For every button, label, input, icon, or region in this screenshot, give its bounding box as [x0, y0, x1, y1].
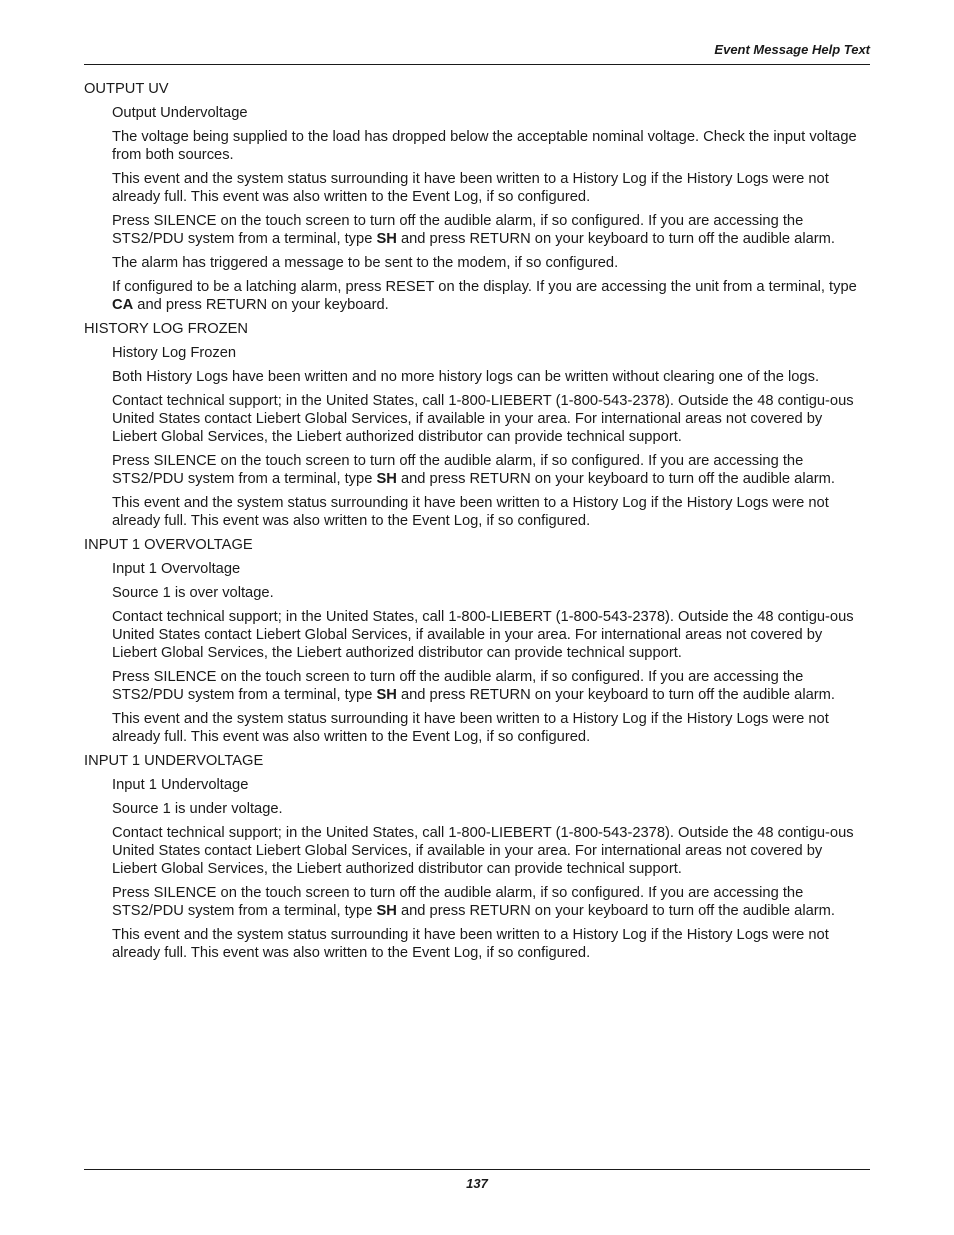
event-paragraph — [112, 128, 870, 164]
event-paragraph — [112, 254, 870, 272]
paragraph-text: Output Undervoltage — [112, 105, 248, 121]
paragraph-text: Both History Logs have been written and no more history logs can be written without clearing one of the logs. — [112, 369, 820, 385]
document-body — [84, 80, 870, 968]
paragraph-text: Source 1 is over voltage. — [112, 585, 274, 601]
paragraph-text: Contact technical support; in the United States, call 1-800-LIEBERT (1-800-543-2378). Outside the 48 contigu-ous United States contact Liebert Global Services, if available in your area. For international areas not covered by Liebert Global Services, the Liebert authorized distributor can provide technical support. — [112, 825, 854, 877]
paragraph-text: This event and the system status surrounding it have been written to a History Log if the History Logs were not already full. This event was also written to the Event Log, if so configured. — [112, 711, 829, 745]
event-paragraph — [112, 452, 870, 488]
paragraph-text: Press SILENCE on the touch screen to turn off the audible alarm, if so configured. If you are accessing the STS2/PDU system from a terminal, type — [112, 885, 804, 919]
event-title: INPUT 1 UNDERVOLTAGE — [84, 753, 264, 769]
paragraph-text: Input 1 Undervoltage — [112, 777, 249, 793]
paragraph-text: This event and the system status surrounding it have been written to a History Log if the History Logs were not already full. This event was also written to the Event Log, if so configured. — [112, 171, 829, 205]
paragraph-text: and press RETURN on your keyboard to turn off the audible alarm. — [396, 687, 835, 703]
paragraph-text: Contact technical support; in the United States, call 1-800-LIEBERT (1-800-543-2378). Outside the 48 contigu-ous United States contact Liebert Global Services, if available in your area. For international areas not covered by Liebert Global Services, the Liebert authorized distributor can provide technical support. — [112, 393, 854, 445]
event-title: INPUT 1 OVERVOLTAGE — [84, 537, 253, 553]
event-paragraph — [112, 170, 870, 206]
command-keyword: SH — [376, 903, 397, 919]
command-keyword: SH — [376, 687, 397, 703]
command-keyword: CA — [112, 297, 134, 313]
event-title: OUTPUT UV — [84, 81, 169, 97]
paragraph-text: The alarm has triggered a message to be sent to the modem, if so configured. — [112, 255, 619, 271]
paragraph-text: Press SILENCE on the touch screen to turn off the audible alarm, if so configured. If you are accessing the STS2/PDU system from a terminal, type — [112, 453, 804, 487]
event-paragraph — [112, 710, 870, 746]
event-paragraph — [112, 668, 870, 704]
event-paragraph — [112, 884, 870, 920]
paragraph-text: Press SILENCE on the touch screen to turn off the audible alarm, if so configured. If you are accessing the STS2/PDU system from a terminal, type — [112, 669, 804, 703]
paragraph-text: This event and the system status surrounding it have been written to a History Log if the History Logs were not already full. This event was also written to the Event Log, if so configured. — [112, 927, 829, 961]
paragraph-text: Input 1 Overvoltage — [112, 561, 241, 577]
event-paragraph — [112, 494, 870, 530]
paragraph-text: History Log Frozen — [112, 345, 237, 361]
paragraph-text: and press RETURN on your keyboard to turn off the audible alarm. — [396, 231, 835, 247]
paragraph-text: and press RETURN on your keyboard. — [133, 297, 389, 313]
event-paragraph — [112, 368, 870, 386]
event-paragraph — [112, 392, 870, 446]
paragraph-text: If configured to be a latching alarm, press RESET on the display. If you are accessing the unit from a terminal, type — [112, 279, 857, 295]
event-paragraph — [112, 824, 870, 878]
event-paragraph — [112, 104, 870, 122]
event-paragraph — [112, 278, 870, 314]
paragraph-text: and press RETURN on your keyboard to turn off the audible alarm. — [396, 903, 835, 919]
paragraph-text: Press SILENCE on the touch screen to turn off the audible alarm, if so configured. If you are accessing the STS2/PDU system from a terminal, type — [112, 213, 804, 247]
paragraph-text: Source 1 is under voltage. — [112, 801, 283, 817]
paragraph-text: The voltage being supplied to the load has dropped below the acceptable nominal voltage. Check the input voltage from both sources. — [112, 129, 857, 163]
event-paragraph — [112, 776, 870, 794]
event-title: HISTORY LOG FROZEN — [84, 321, 249, 337]
footer-rule — [84, 1169, 870, 1170]
event-paragraph — [112, 344, 870, 362]
event-section — [84, 80, 870, 314]
event-paragraph — [112, 560, 870, 578]
paragraph-text: and press RETURN on your keyboard to turn off the audible alarm. — [396, 471, 835, 487]
paragraph-text: Contact technical support; in the United States, call 1-800-LIEBERT (1-800-543-2378). Outside the 48 contigu-ous United States contact Liebert Global Services, if available in your area. For international areas not covered by Liebert Global Services, the Liebert authorized distributor can provide technical support. — [112, 609, 854, 661]
event-section — [84, 536, 870, 746]
event-section — [84, 752, 870, 962]
page-number: 137 — [466, 1176, 488, 1191]
paragraph-text: This event and the system status surrounding it have been written to a History Log if the History Logs were not already full. This event was also written to the Event Log, if so configured. — [112, 495, 829, 529]
event-paragraph — [112, 800, 870, 818]
event-paragraph — [112, 212, 870, 248]
command-keyword: SH — [376, 471, 397, 487]
event-section — [84, 320, 870, 530]
command-keyword: SH — [376, 231, 397, 247]
event-paragraph — [112, 926, 870, 962]
event-paragraph — [112, 608, 870, 662]
event-paragraph — [112, 584, 870, 602]
running-header: Event Message Help Text — [84, 42, 870, 65]
